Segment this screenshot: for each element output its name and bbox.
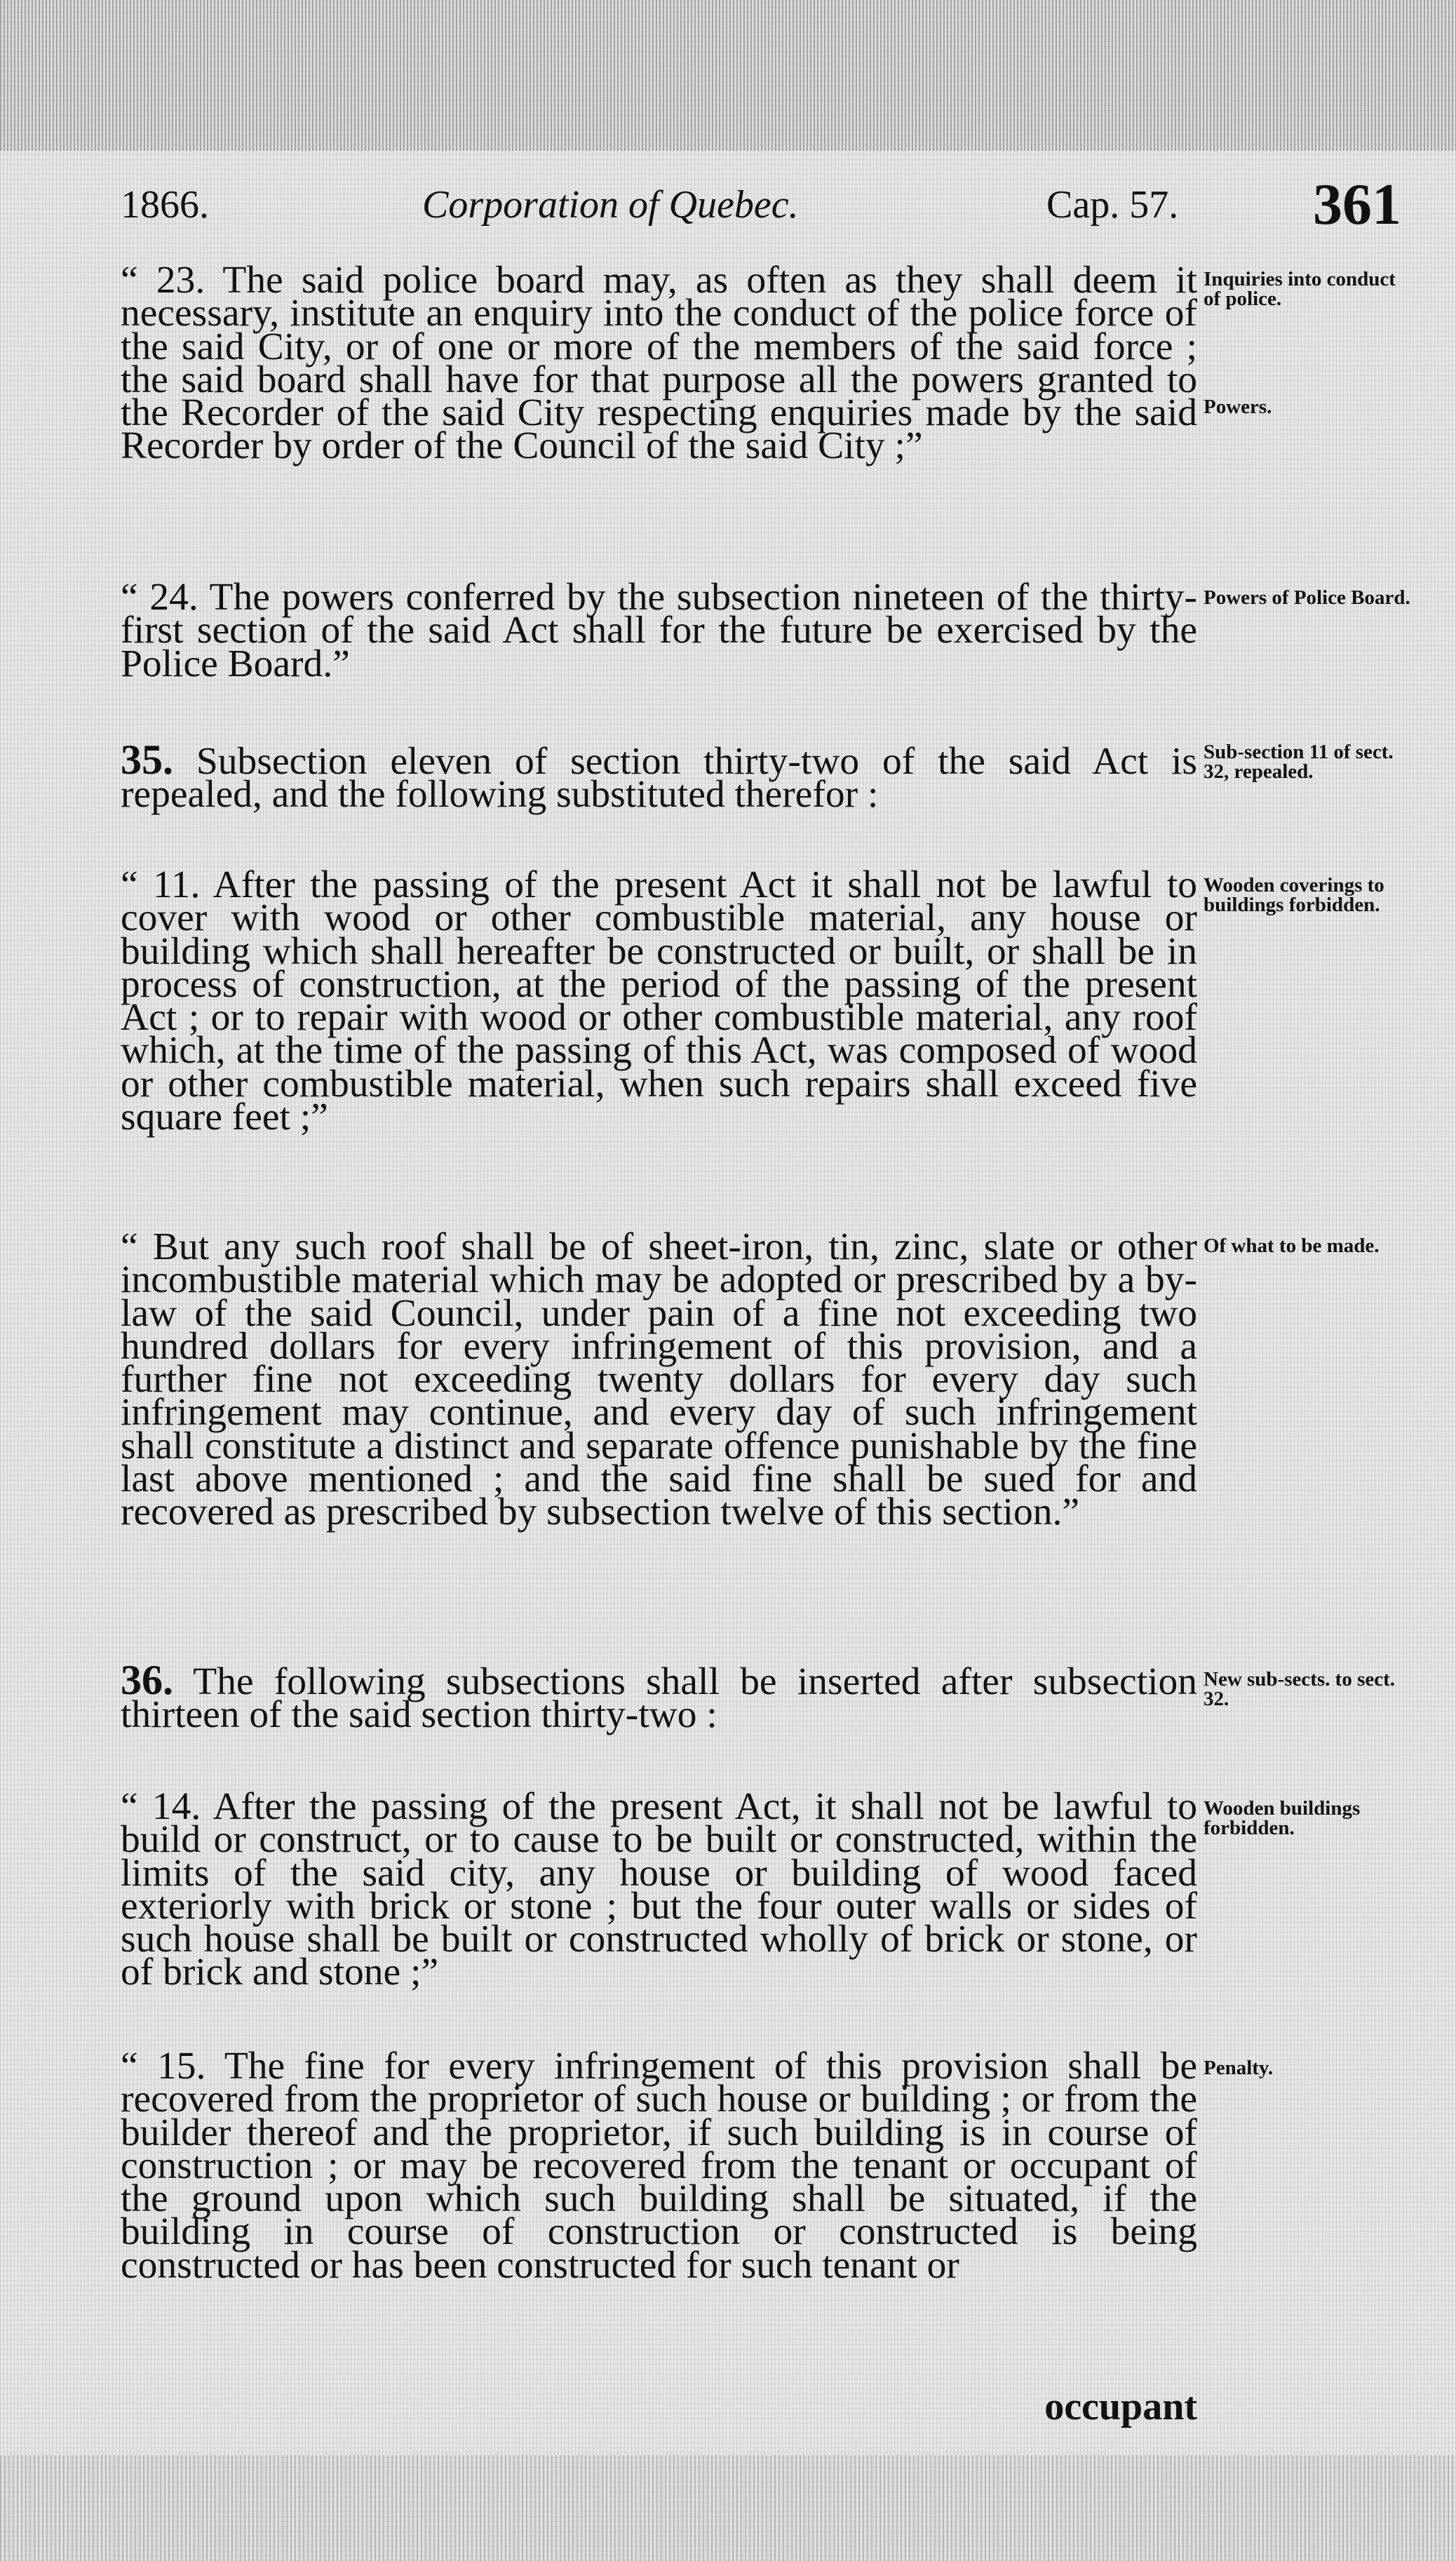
margin-note-new-subsections: New sub-sects. to sect. 32.	[1204, 1668, 1396, 1710]
paragraph-24	[121, 576, 1197, 685]
margin-note-powers: Powers.	[1204, 396, 1272, 418]
header-chapter: Cap. 57.	[1046, 183, 1179, 227]
margin-note-subsection-repealed: Sub-section 11 of sect. 32, repealed.	[1204, 741, 1394, 783]
header-year: 1866.	[121, 183, 209, 227]
paragraph-23	[121, 259, 1197, 495]
margin-note-police-board: Powers of Police Board.	[1204, 586, 1410, 609]
subsection-11	[121, 863, 1197, 1167]
margin-note-wooden-buildings: Wooden buildings forbidden.	[1204, 1797, 1361, 1839]
subsection-15	[121, 2045, 1197, 2351]
paragraph-text: “ 15. The fine for every infringement of this provision shall be recovered from the proprietor of such house or building ; or from the builder thereof and the proprietor, if such building is in course of construction ; or may be recovered from the tenant or occupant of the ground upon which such building shall be situated, if the building in course of construction or constructed is being constructed or has been constructed for such tenant or	[121, 2045, 1197, 2287]
section-number: 36.	[121, 1657, 173, 1703]
section-number: 35.	[121, 737, 173, 783]
catchword: occupant	[1044, 2385, 1197, 2428]
scan-border-bottom	[0, 2455, 1456, 2561]
section-36	[121, 1657, 1197, 1737]
running-header	[121, 172, 1404, 237]
scan-border-top	[0, 0, 1456, 151]
paragraph-text: “ 14. After the passing of the present Act, it shall not be lawful to build or construct, or to cause to be built or constructed, within the limits of the said city, any house or building of wood faced exteriorly with brick or stone ; but the four outer walls or sides of such house shall be built or constructed wholly of brick or stone, or of brick and stone ;”	[121, 1785, 1197, 1994]
margin-note-of-what-made: Of what to be made.	[1204, 1235, 1380, 1257]
margin-note-penalty: Penalty.	[1204, 2057, 1274, 2079]
margin-note-inquiries: Inquiries into conduct of police.	[1204, 268, 1396, 310]
page-number: 361	[1313, 172, 1401, 237]
margin-note-wooden-coverings: Wooden coverings to buildings forbidden.	[1204, 874, 1384, 916]
paragraph-text: “ 11. After the passing of the present Act it shall not be lawful to cover with wood or other combustible material, any house or building which shall hereafter be constructed or built, or shall be in process of construction, at the period of the passing of the present Act ; or to repair with wood or other combustible material, any roof which, at the time of the passing of this Act, was composed of wood or other combustible material, when such repairs shall exceed five square feet ;”	[121, 863, 1197, 1139]
header-title: Corporation of Quebec.	[422, 183, 799, 227]
roof-material-paragraph	[121, 1225, 1197, 1595]
section-35	[121, 737, 1198, 816]
paragraph-text: “ But any such roof shall be of sheet-iron, tin, zinc, slate or other incombustible material which may be adopted or prescribed by a by-law of the said Council, under pain of a fine not exceeding two hundred dollars for every infringement of this provision, and a further fine not exceeding twenty dollars for every day such infringement may continue, and every day of such infringement shall constitute a distinct and separate offence punishable by the fine last above mentioned ; and the said fine shall be sued for and recovered as prescribed by subsection twelve of this section.”	[121, 1225, 1197, 1534]
paragraph-text: “ 23. The said police board may, as often as they shall deem it necessary, institute an enquiry into the conduct of the police force of the said City, or of one or more of the members of the said force ; the said board shall have for that purpose all the powers granted to the Recorder of the said City respecting enquiries made by the said Recorder by order of the Council of the said City ;”	[121, 259, 1197, 468]
paragraph-text: Subsection eleven of section thirty-two of the said Act is repealed, and the following substituted therefor :	[121, 740, 1198, 816]
paragraph-text: The following subsections shall be inserted after subsection thirteen of the said section thirty-two :	[121, 1660, 1197, 1737]
subsection-14	[121, 1785, 1197, 1994]
paragraph-text: “ 24. The powers conferred by the subsection nineteen of the thirty-first section of the said Act shall for the future be exercised by the Police Board.”	[121, 576, 1197, 685]
